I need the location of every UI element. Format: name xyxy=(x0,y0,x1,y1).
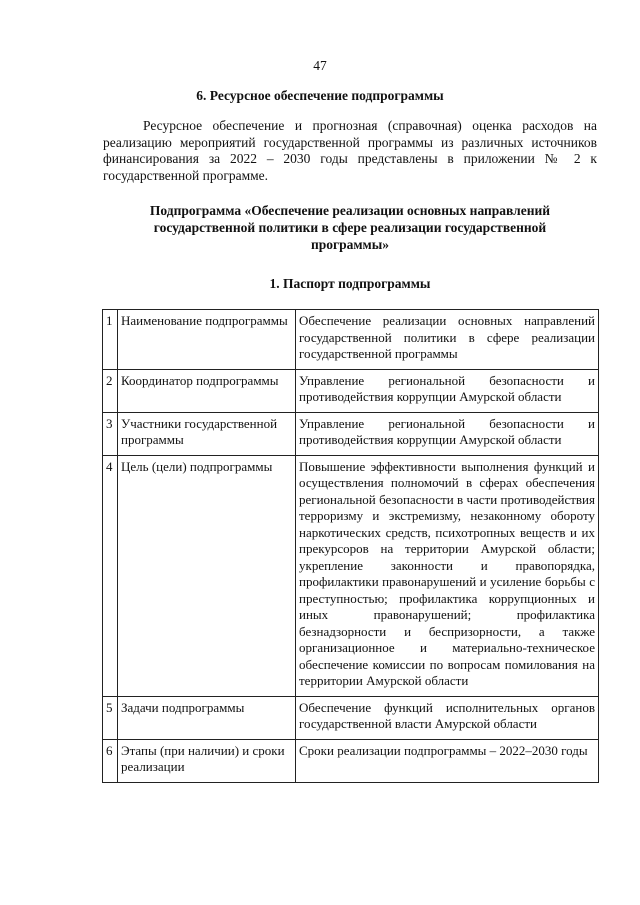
row-name: Этапы (при наличии) и сроки реализации xyxy=(118,739,296,782)
row-value: Управление региональной безопасности и противодействия коррупции Амурской области xyxy=(296,412,599,455)
table-row xyxy=(103,369,599,412)
row-number: 1 xyxy=(103,310,118,370)
row-number: 5 xyxy=(103,696,118,739)
subprogram-title: Подпрограмма «Обеспечение реализации основных направлений государственной политики в сфере реализации государственной программы» xyxy=(149,203,551,252)
table-row xyxy=(103,696,599,739)
row-name: Участники государственной программы xyxy=(118,412,296,455)
row-number: 3 xyxy=(103,412,118,455)
table-row xyxy=(103,739,599,782)
table-row xyxy=(103,455,599,696)
row-name: Цель (цели) подпрограммы xyxy=(118,455,296,696)
row-value: Обеспечение реализации основных направлений государственной политики в сфере реализации государственной программы xyxy=(296,310,599,370)
row-number: 4 xyxy=(103,455,118,696)
row-value: Управление региональной безопасности и противодействия коррупции Амурской области xyxy=(296,369,599,412)
page-number: 47 xyxy=(313,58,327,73)
row-name: Наименование подпрограммы xyxy=(118,310,296,370)
row-value: Повышение эффективности выполнения функций и осуществления полномочий в сферах обеспечения региональной безопасности в части противодействия терроризму и экстремизму, незаконному обороту наркотических средств, психотропных веществ и их прекурсоров на территории Амурской области; укрепление законности и правопорядка, профилактики правонарушений и усиление борьбы с преступностью; профилактика коррупционных и иных правонарушений; профилактика безнадзорности и беспризорности, а также организационное и материально-техническое обеспечение комиссии по вопросам помилования на территории Амурской области xyxy=(296,455,599,696)
table-row xyxy=(103,310,599,370)
row-name: Координатор подпрограммы xyxy=(118,369,296,412)
passport-heading: 1. Паспорт подпрограммы xyxy=(269,276,431,291)
row-number: 2 xyxy=(103,369,118,412)
row-number: 6 xyxy=(103,739,118,782)
row-name: Задачи подпрограммы xyxy=(118,696,296,739)
intro-paragraph: Ресурсное обеспечение и прогнозная (справочная) оценка расходов на реализацию мероприятий государственной программы из различных источников финансирования за 2022 – 2030 годы представлены в приложении № 2 к государственной программе. xyxy=(103,118,597,183)
section-heading: 6. Ресурсное обеспечение подпрограммы xyxy=(196,88,444,103)
row-value: Сроки реализации подпрограммы – 2022–2030 годы xyxy=(296,739,599,782)
passport-table xyxy=(102,309,599,783)
row-value: Обеспечение функций исполнительных органов государственной власти Амурской области xyxy=(296,696,599,739)
table-row xyxy=(103,412,599,455)
